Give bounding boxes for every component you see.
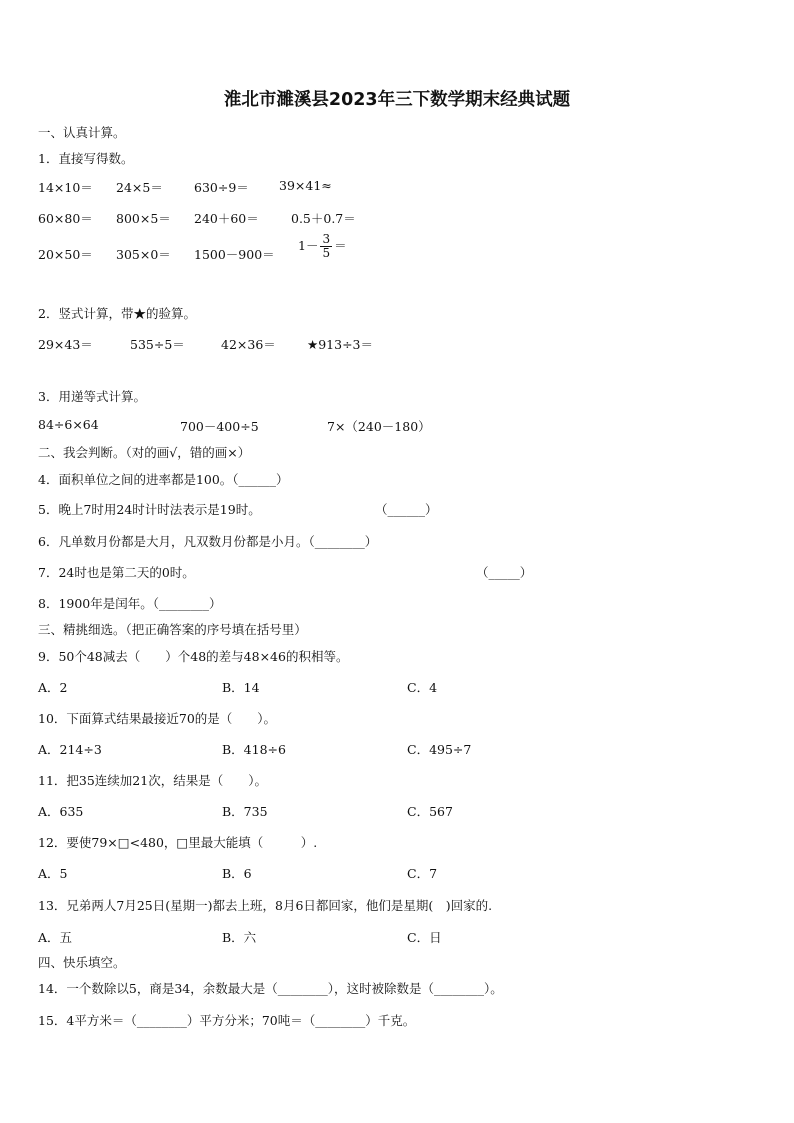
choice-option-c: C．日 [407, 930, 442, 945]
answer-blank: （_____） [476, 565, 533, 580]
q2-item: 42×36＝ [221, 337, 276, 352]
q1-item: 14×10＝ [38, 180, 93, 195]
q1-item: 1500－900＝ [194, 247, 275, 262]
fraction-tail: ＝ [334, 238, 347, 253]
choice-option-a: A．214÷3 [38, 742, 102, 757]
q1-item: 305×0＝ [116, 247, 171, 262]
choice-question: 10．下面算式结果最接近70的是（ ）。 [38, 711, 277, 726]
fraction-denominator: 5 [322, 246, 331, 260]
page-title: 淮北市濉溪县2023年三下数学期末经典试题 [223, 90, 571, 110]
section-heading-2: 二、我会判断。（对的画√，错的画×） [38, 445, 251, 460]
judge-question: 4．面积单位之间的进率都是100。（______） [38, 472, 289, 487]
choice-option-b: B．六 [222, 930, 257, 945]
q3-item: 84÷6×64 [38, 417, 99, 432]
q1-item: 630÷9＝ [194, 180, 249, 195]
choice-option-c: C．7 [407, 866, 438, 881]
choice-question: 12．要使79×□<480，□里最大能填（ ）. [38, 835, 318, 850]
fraction [320, 233, 332, 260]
q3-item: 7×（240－180） [327, 419, 431, 434]
choice-question: 11．把35连续加21次，结果是（ ）。 [38, 773, 267, 788]
choice-option-c: C．567 [407, 804, 453, 819]
fill-question: 14．一个数除以5，商是34，余数最大是（________），这时被除数是（________）。 [38, 981, 503, 996]
choice-option-b: B．418÷6 [222, 742, 286, 757]
q2-item: 535÷5＝ [130, 337, 185, 352]
q2-item: ★913÷3＝ [307, 337, 373, 352]
choice-option-a: A．2 [38, 680, 68, 695]
q1-item: 20×50＝ [38, 247, 93, 262]
section-heading-4: 四、快乐填空。 [38, 955, 126, 970]
judge-question: 6．凡单数月份都是大月，凡双数月份都是小月。（________） [38, 534, 378, 549]
question-2-prompt: 2．竖式计算，带★的验算。 [38, 306, 196, 321]
q1-item: 240＋60＝ [194, 211, 259, 226]
judge-question: 5．晚上7时用24时计时法表示是19时。 [38, 502, 261, 517]
q1-item: 800×5＝ [116, 211, 171, 226]
judge-question: 8．1900年是闰年。（________） [38, 596, 222, 611]
fraction-lead: 1－ [298, 238, 319, 253]
choice-option-a: A．五 [38, 930, 73, 945]
q3-item: 700－400÷5 [180, 419, 259, 434]
judge-question: 7．24时也是第二天的0时。 [38, 565, 195, 580]
choice-question: 13．兄弟两人7月25日(星期一)都去上班，8月6日都回家，他们是星期( )回家的. [38, 898, 493, 913]
choice-question: 9．50个48减去（ ）个48的差与48×46的积相等。 [38, 649, 349, 664]
choice-option-c: C．495÷7 [407, 742, 472, 757]
fill-question: 15．4平方米＝（________）平方分米；70吨＝（________）千克。 [38, 1013, 416, 1028]
q2-item: 29×43＝ [38, 337, 93, 352]
q1-item: 24×5＝ [116, 180, 163, 195]
section-heading-1: 一、认真计算。 [38, 125, 126, 140]
answer-blank: （______） [375, 502, 438, 517]
choice-option-a: A．5 [38, 866, 68, 881]
fraction-numerator: 3 [322, 232, 331, 246]
q1-fraction-item [298, 233, 347, 260]
choice-option-c: C．4 [407, 680, 438, 695]
question-3-prompt: 3．用递等式计算。 [38, 389, 146, 404]
question-1-prompt: 1．直接写得数。 [38, 151, 134, 166]
choice-option-a: A．635 [38, 804, 84, 819]
choice-option-b: B．735 [222, 804, 268, 819]
section-heading-3: 三、精挑细选。（把正确答案的序号填在括号里） [38, 622, 307, 637]
q1-item: 0.5＋0.7＝ [291, 211, 356, 226]
q1-item: 60×80＝ [38, 211, 93, 226]
q1-item: 39×41≈ [279, 178, 332, 193]
choice-option-b: B．6 [222, 866, 252, 881]
choice-option-b: B．14 [222, 680, 260, 695]
